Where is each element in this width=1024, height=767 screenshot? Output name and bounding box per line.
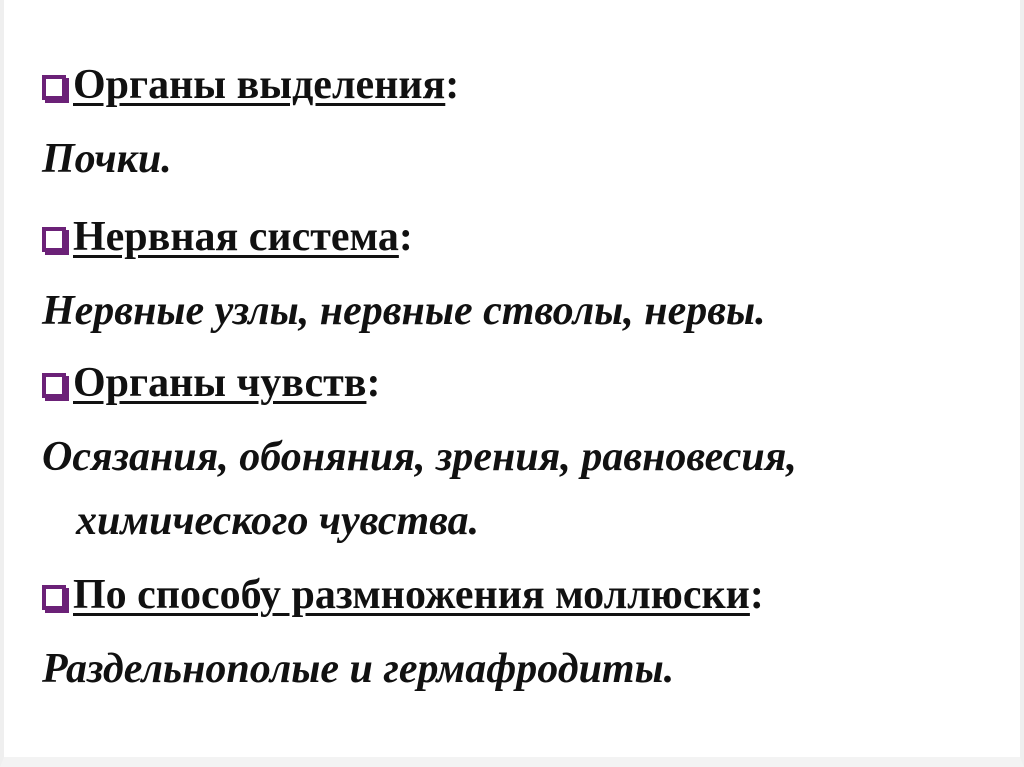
text-nervous-system: Нервные узлы, нервные стволы, нервы. (42, 288, 766, 334)
checkbox-bullet-icon (42, 585, 66, 610)
checkbox-bullet-icon (42, 373, 66, 398)
heading-title: По способу размножения моллюски (73, 572, 750, 618)
text-sense-organs-line-1: Осязания, обоняния, зрения, равновесия, (42, 434, 797, 480)
heading-nervous-system (42, 212, 413, 262)
heading-excretory-organs (42, 60, 459, 110)
heading-reproduction (42, 570, 764, 620)
heading-sense-organs (42, 358, 380, 408)
heading-colon: : (398, 214, 413, 260)
checkbox-bullet-icon (42, 227, 66, 252)
heading-title: Органы выделения (73, 62, 446, 108)
checkbox-bullet-icon (42, 75, 66, 100)
heading-colon: : (366, 360, 381, 406)
heading-colon: : (445, 62, 460, 108)
text-reproduction: Раздельнополые и гермафродиты. (42, 646, 675, 692)
text-sense-organs-line-2: химического чувства. (76, 498, 480, 544)
heading-colon: : (749, 572, 764, 618)
heading-title: Нервная система (73, 214, 399, 260)
heading-title: Органы чувств (73, 360, 367, 406)
text-excretory-organs: Почки. (42, 136, 172, 182)
